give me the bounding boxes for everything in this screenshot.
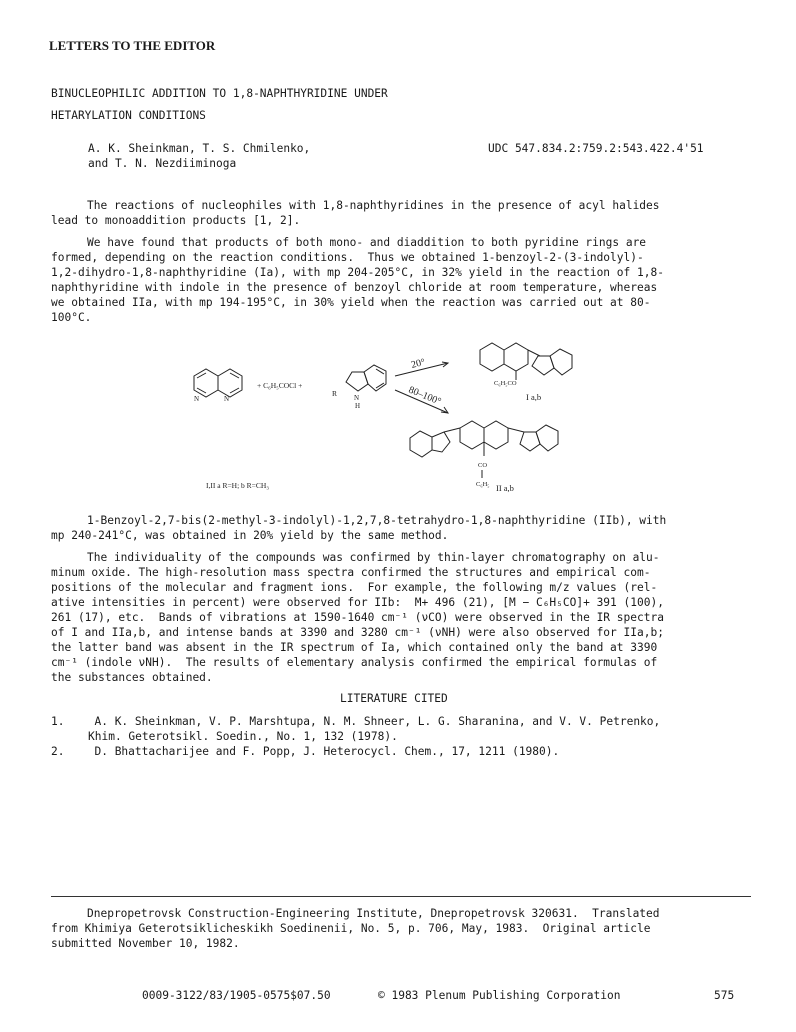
- condition-1: 20°: [410, 356, 427, 371]
- product-2-co: CO: [478, 462, 488, 469]
- footnote-divider: [51, 896, 751, 897]
- text-line: The individuality of the compounds was confirmed by thin-layer chromatography on alu-: [87, 551, 660, 564]
- reference-text: D. Bhattacharijee and F. Popp, J. Heterocycl. Chem., 17, 1211 (1980).: [94, 745, 560, 758]
- footnote: [51, 906, 731, 951]
- text-line: formed, depending on the reaction conditions. Thus we obtained 1-benzoyl-2-(3-indolyl)-: [51, 251, 644, 264]
- text-line: Dnepropetrovsk Construction-Engineering Institute, Dnepropetrovsk 320631. Translated: [87, 907, 660, 920]
- svg-text:N: N: [194, 395, 200, 403]
- product-1-acyl: C₆H₅CO: [494, 380, 517, 387]
- reference-number: 2.: [51, 745, 65, 758]
- article-title: [51, 86, 731, 123]
- product-2-structure: [410, 421, 558, 478]
- title-line-2: HETARYLATION CONDITIONS: [51, 109, 206, 122]
- paragraph-4: [51, 550, 731, 685]
- reference-text: A. K. Sheinkman, V. P. Marshtupa, N. M. Shneer, L. G. Sharanina, and V. V. Petrenko,: [94, 715, 661, 728]
- copyright: © 1983 Plenum Publishing Corporation: [378, 989, 621, 1002]
- text-line: cm⁻¹ (indole νNH). The results of elementary analysis confirmed the empirical formulas of: [51, 656, 658, 669]
- udc-code: UDC 547.834.2:759.2:543.422.4'51: [488, 142, 704, 155]
- text-line: lead to monoaddition products [1, 2].: [51, 214, 301, 227]
- indole-h-label: H: [355, 402, 361, 410]
- paragraph-1: [51, 198, 731, 228]
- product-2-label: II a,b: [496, 483, 514, 493]
- reference-1: [51, 714, 660, 744]
- article-code: 0009-3122/83/1905-0575$07.50: [142, 989, 331, 1002]
- paragraph-3: [51, 513, 731, 543]
- reference-2: [51, 744, 559, 759]
- text-line: positions of the molecular and fragment ions. For example, the following m/z values (rel-: [51, 581, 658, 594]
- text-line: mp 240-241°C, was obtained in 20% yield by the same method.: [51, 529, 449, 542]
- text-line: The reactions of nucleophiles with 1,8-naphthyridines in the presence of acyl halides: [87, 199, 660, 212]
- text-line: ative intensities in percent) were observed for IIb: M+ 496 (21), [M − C₆H₅CO]+ 391 (100),: [51, 596, 664, 609]
- scheme-legend: I,II a R=H; b R=CH₃: [206, 481, 269, 490]
- section-header: LETTERS TO THE EDITOR: [49, 38, 216, 53]
- literature-heading: LITERATURE CITED: [340, 692, 448, 705]
- text-line: We have found that products of both mono- and diaddition to both pyridine rings are: [87, 236, 647, 249]
- text-line: the latter band was absent in the IR spectrum of Ia, which contained only the band at 3390: [51, 641, 658, 654]
- page-number: 575: [714, 989, 735, 1002]
- reference-number: 1.: [51, 715, 65, 728]
- title-line-1: BINUCLEOPHILIC ADDITION TO 1,8-NAPHTHYRIDINE UNDER: [51, 87, 388, 100]
- authors: [88, 141, 488, 171]
- text-line: the substances obtained.: [51, 671, 213, 684]
- text-line: we obtained IIa, with mp 194-195°C, in 30% yield when the reaction was carried out at 80-: [51, 296, 651, 309]
- text-line: submitted November 10, 1982.: [51, 937, 240, 950]
- condition-2: 80–100°: [406, 384, 443, 408]
- paragraph-2: [51, 235, 731, 325]
- reference-text: Khim. Geterotsikl. Soedin., No. 1, 132 (1978).: [88, 730, 398, 743]
- text-line: 1,2-dihydro-1,8-naphthyridine (Ia), with mp 204-205°C, in 32% yield in the reaction of 1,8-: [51, 266, 664, 279]
- text-line: naphthyridine with indole in the presence of benzoyl chloride at room temperature, whereas: [51, 281, 658, 294]
- text-line: of I and IIa,b, and intense bands at 3390 and 3280 cm⁻¹ (νNH) were also observed for IIa,b;: [51, 626, 664, 639]
- indole-r-label: R: [332, 389, 338, 398]
- product-2-phenyl: C₆H₅: [476, 481, 490, 488]
- text-line: 1-Benzoyl-2,7-bis(2-methyl-3-indolyl)-1,2,7,8-tetrahydro-1,8-naphthyridine (IIb), with: [87, 514, 667, 527]
- text-line: 100°C.: [51, 311, 92, 324]
- indole-n-label: N: [354, 394, 360, 402]
- authors-line-2: and T. N. Nezdiiminoga: [88, 157, 237, 170]
- reaction-scheme: [180, 338, 620, 498]
- authors-line-1: A. K. Sheinkman, T. S. Chmilenko,: [88, 142, 311, 155]
- svg-text:N: N: [224, 395, 230, 403]
- naphthyridine-structure: [194, 369, 242, 397]
- product-1-label: I a,b: [526, 392, 542, 402]
- reagent-text: + C₆H₅COCl +: [257, 381, 303, 390]
- text-line: from Khimiya Geterotsiklicheskikh Soedinenii, No. 5, p. 706, May, 1983. Original article: [51, 922, 651, 935]
- text-line: 261 (17), etc. Bands of vibrations at 1590-1640 cm⁻¹ (νCO) were observed in the IR spectra: [51, 611, 664, 624]
- indole-structure: [346, 365, 386, 391]
- product-1-structure: [480, 343, 572, 380]
- text-line: minum oxide. The high-resolution mass spectra confirmed the structures and empirical com-: [51, 566, 651, 579]
